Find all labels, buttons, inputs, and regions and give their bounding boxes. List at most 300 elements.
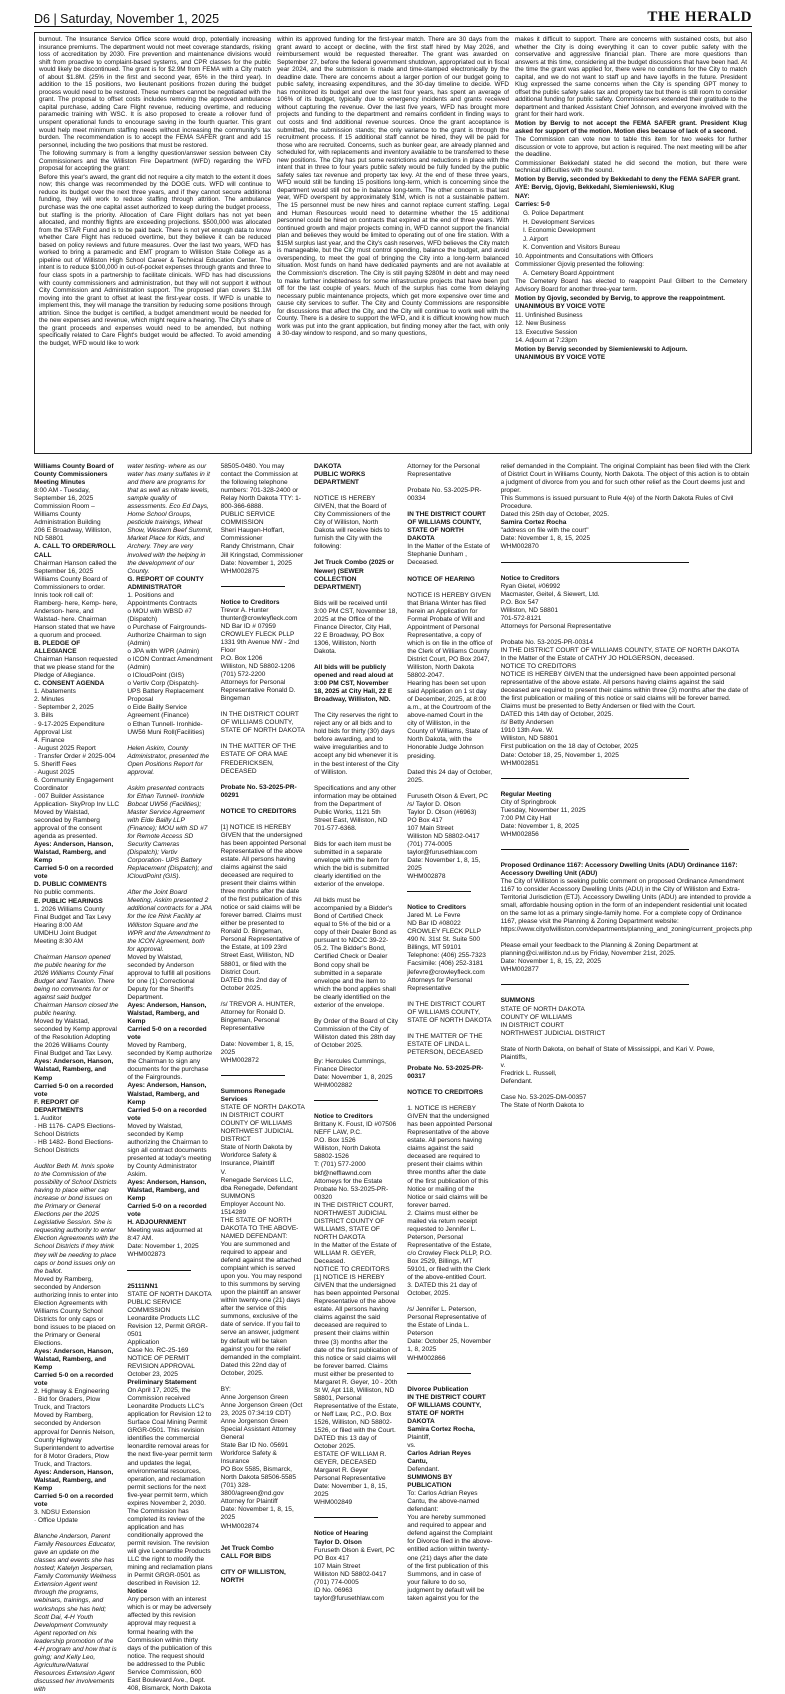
notice-line: T: (701) 577-2000 bbox=[313, 1161, 366, 1169]
notice-line: · HB 1482- Bond Elections- School Districts bbox=[34, 1138, 114, 1154]
spacer bbox=[407, 993, 492, 1001]
notice-line: water testing- where as our water has many sulfates in it and there are programs for that as well as nitrate levels, sample quality of assessments. Eco Ed Days, Home School Groups, pesticide trainings, Wheat Show, Western Beef Summit, Market Place for Kids, and Archery. They are very involved with the helping in the development of our County. bbox=[127, 463, 213, 575]
notice-line: Date: November 1, 8, 15, 2025 bbox=[220, 1506, 294, 1522]
notice-line: 2. Minutes bbox=[34, 696, 65, 704]
notice-line: This Summons is issued pursuant to Rule 4(e) of the North Dakota Rules of Civil Procedure. bbox=[500, 495, 734, 511]
notice-line: Employer Account No. 1514289 bbox=[220, 1200, 286, 1216]
notice-column-3 bbox=[221, 463, 306, 1613]
notice-line: /s/ Jennifer L. Peterson, Personal Representative of the Estate of Linda L. Peterson bbox=[407, 1306, 487, 1338]
notice-line: Defendant. bbox=[407, 1466, 440, 1474]
notice-line: WHM002870 bbox=[500, 543, 539, 551]
notice-line: Bids for each item must be submitted in a separate envelope with the item for which the bid is submitted clearly identified on the exterior of the envelope. bbox=[313, 840, 392, 889]
spacer bbox=[314, 777, 399, 785]
spacer bbox=[407, 1298, 492, 1306]
notice-line: Williston, ND 58801 bbox=[500, 735, 559, 743]
notice-line: makes it difficult to support. There are concerns with sustained costs, but also whether the City is doing everything it can to cover public safety with the conservative and aggressive financial plan. There are more questions than answers at this time, considering all the budget discussions that have been had. At the time the grant was applied for, there were no conditions for the City to match capital, and we do not want to staff up and have layoffs in the future. President Klug expressed the same concerns when the City is spending GPT money to offset the public safety sales tax and property tax but there is still room to consider additional funding for public safety. Commissioners extended their gratitude to the department and thanked Assistant Chief Johnson, and everyone involved with the grant for their hard work. bbox=[515, 36, 747, 119]
notice-line: Chairman Hanson called the September 16, 2025 Williams County Board of Commissioners to order. Innis took roll call of: Ramberg- here, Kemp- here, Anderson- here, and Walstad- here. Chairman Hanson stated that we have a quorum and proceed. bbox=[34, 559, 118, 639]
masthead bbox=[34, 4, 752, 27]
notice-line: Attorney for Plaintiff bbox=[220, 1498, 278, 1506]
spacer bbox=[221, 703, 306, 711]
notice-line: 1. 2026 Williams County Final Budget and Tax Levy Hearing 8:00 AM bbox=[34, 905, 112, 929]
notice-line: WHM002873 bbox=[127, 1251, 166, 1259]
spacer bbox=[407, 761, 492, 769]
notice-line: 8:00 AM - Tuesday, September 16, 2025 bbox=[34, 487, 94, 503]
spacer bbox=[314, 704, 399, 712]
notice-heading: Proposed Ordinance 1167: Accessory Dwelling Units (ADU) Ordinance 1167: Accessory Dwelling Unit (ADU) bbox=[500, 861, 738, 877]
notice-line: IN THE DISTRICT COURT OF WILLIAMS COUNTY, STATE OF NORTH DAKOTA bbox=[500, 646, 740, 654]
notice-line: Date: November 1, 8, 2025 bbox=[313, 1074, 393, 1082]
notice-line: WHM002866 bbox=[407, 1354, 446, 1362]
notice-line: 14. Adjourn at 7:23pm bbox=[515, 337, 578, 345]
spacer bbox=[407, 568, 492, 576]
notice-line: 58505-0480. You may contact the Commission at the following telephone numbers: 701-328-2400 or Relay North Dakota TTY: 1-800-366-6888. bbox=[220, 463, 301, 511]
notice-heading: Carried 5-0 on a recorded vote bbox=[34, 1372, 114, 1388]
notice-heading: IN THE DISTRICT COURT OF WILLIAMS COUNTY, STATE OF NORTH DAKOTA bbox=[407, 511, 486, 543]
topbox-column-1 bbox=[39, 36, 271, 450]
notice-heading: Notice of Hearing bbox=[313, 1530, 369, 1538]
spacer bbox=[127, 737, 212, 745]
notice-line: Date: November 1, 2025 bbox=[220, 559, 292, 567]
notice-line: IN THE DISTRICT COURT OF WILLIAMS COUNTY, STATE OF NORTH DAKOTA bbox=[220, 711, 305, 735]
notice-heading: Carried 5-0 on a recorded vote bbox=[34, 865, 114, 881]
notice-line: taylor@furusethlaw.com bbox=[313, 1594, 384, 1602]
spacer bbox=[221, 1033, 306, 1041]
notice-line: o JPA with WPR (Admin) bbox=[127, 648, 200, 656]
spacer bbox=[501, 631, 752, 639]
notice-line: 3. NDSU Extension bbox=[34, 1509, 91, 1516]
notice-divider bbox=[501, 849, 690, 850]
notice-heading: Notice to Creditors bbox=[407, 904, 467, 912]
notice-heading: A. CALL TO ORDER/ROLL CALL bbox=[34, 543, 116, 559]
notice-line: Moved by Ramberg, seconded by Anderson approval for Dennis Nelson, County Highway Superintendent to advertise for 8 Motor Graders, Plow Truck, and Tractors. bbox=[34, 1412, 115, 1468]
notice-line: Chairman Hanson requested that we please stand for the Pledge of Allegiance. bbox=[34, 656, 118, 680]
notice-line: Commissioner Gjovig presented the following: bbox=[515, 261, 645, 269]
spacer bbox=[127, 881, 212, 889]
notice-line: o ICloudPoint (GIS) bbox=[127, 672, 185, 680]
notice-line: 4. Finance bbox=[34, 736, 65, 744]
notice-heading: Notice bbox=[127, 1588, 148, 1596]
notice-heading: Ayes: Anderson, Hanson, Walstad, Ramberg, and Kemp bbox=[34, 841, 114, 865]
notice-line: Date: October 25, November 1, 8, 2025 bbox=[407, 1338, 491, 1354]
notice-line: October 23, 2025 bbox=[127, 1371, 178, 1379]
notice-line: Dated this 25th day of October, 2025. bbox=[500, 511, 610, 519]
notice-line: Moved by Walstad, seconded by Ramberg approval of the consent agenda as presented. bbox=[34, 809, 103, 841]
notice-line: Attorneys for Personal Representative Ronald D. Bingeman bbox=[220, 679, 296, 703]
notice-divider bbox=[501, 778, 690, 779]
notice-heading: Probate No. 53-2025-PR-00291 bbox=[220, 783, 297, 799]
notice-line: You are hereby summoned and required to appear and defend against the Complaint for Divorce filed in the above-entitled action within twenty-one (21) days after the date of the first publication of this Summons, and in case of your failure to do so, judgment by default will be taken against you for the bbox=[407, 1514, 493, 1602]
notice-line: I. Economic Development bbox=[523, 227, 596, 235]
notice-heading: Taylor D. Olson bbox=[313, 1538, 362, 1546]
notice-line: Meeting was adjourned at 8:47 AM. bbox=[127, 1227, 203, 1243]
notice-line: WHM002874 bbox=[220, 1522, 259, 1530]
paragraph: burnout. The Insurance Service Office score would drop, potentially increasing insurance premiums. The department would not meet coverage standards, risking loss of accreditation by 2030. Fire prevention and maintenance divisions would shift from proactive to complaint-based systems, and CPR classes for the public would likely be discontinued. The grant is for $2.9M from FEMA with a City match of about $1.8M. (25% in the first and second year, 65% in the third year). In addition to the 15 positions, two lieutenant positions frozen during the budget process would need to be restored. These numbers cannot be negotiated with the grant. The proposal to offset costs includes removing the approved ambulance capital purchase, adding Care Flight revenue, reducing overtime, and reducing paramedic training with WSC. It is also proposed to create a rollover fund of unspent operational funds to encourage saving in the fourth quarter. This grant would help meet minimum staffing needs without increasing the community's tax burden. The recommendation is to accept the FEMA SAFER grant and add 15 personnel, including the two positions that must be restored. bbox=[39, 36, 271, 149]
notice-line: Date: October 18, 25, November 1, 2025 bbox=[500, 751, 619, 759]
notice-line: ID No. 06963 bbox=[313, 1586, 353, 1594]
notice-line: 7:00 PM City Hall bbox=[500, 814, 552, 822]
spacer bbox=[407, 1097, 492, 1105]
spacer bbox=[314, 889, 399, 897]
notice-line: NOTICE IS HEREBY GIVEN, that the Board of City Commissioners of the City of Williston, North Dakota will receive bids to furnish the City with the following: bbox=[313, 495, 391, 551]
notice-line: PO Box 417 bbox=[407, 816, 443, 824]
spacer bbox=[314, 1050, 399, 1058]
notice-line: thunter@crowleyfleck.com bbox=[220, 614, 298, 622]
notice-heading: Summons Renegade Services bbox=[220, 1088, 286, 1104]
notice-divider bbox=[221, 1075, 285, 1076]
notice-line: Dated this 22nd day of October, 2025. bbox=[220, 1361, 287, 1377]
notice-line: Anne Jorgenson Green bbox=[220, 1393, 289, 1401]
notice-heading: NOTICE TO CREDITORS bbox=[220, 807, 297, 815]
notice-heading: C. CONSENT AGENDA bbox=[34, 680, 105, 688]
notice-line: PUBLIC SERVICE COMMISSION bbox=[220, 511, 275, 527]
notice-line: (701) 774-0005 bbox=[313, 1578, 359, 1586]
notice-line: Taylor D. Olson (#6963) bbox=[407, 808, 477, 816]
notice-line: 490 N. 31st St. Suite 500 bbox=[407, 936, 481, 944]
notice-line: WHM002851 bbox=[500, 759, 539, 767]
notice-line: Date: November 1, 8, 2025 bbox=[500, 822, 580, 830]
notice-line: The Commission has completed its review of the application and has conditionally approved the permit revision. The revision will give Leonardite Products LLC the right to modify the mining and reclamation plans in Permit GRGR-0501 as described in Revision 12. bbox=[127, 1507, 213, 1588]
notice-line: In the Matter of the Estate of Stephanie Dunham , Deceased. bbox=[407, 543, 490, 567]
spacer bbox=[221, 800, 306, 808]
newspaper-name: THE HERALD bbox=[647, 9, 752, 25]
notice-line: Probate No. 53-2025-PR-00320 bbox=[313, 1185, 389, 1201]
notice-heading: Ayes: Anderson, Hanson, Walstad, Ramberg, and Kemp bbox=[127, 1179, 207, 1203]
notice-line: Telephone: (406) 255-7323 bbox=[407, 952, 486, 960]
notice-line: /s/ Betty Andersen bbox=[500, 719, 554, 727]
notice-heading: Notice to Creditors bbox=[500, 574, 560, 582]
notice-line: IN THE MATTER OF THE ESTATE OF LINDA L. PETERSON, DECEASED bbox=[407, 1032, 483, 1056]
notice-line: To: Carlos Adrian Reyes Cantu, the above-named defendant: bbox=[407, 1490, 480, 1514]
notice-line: o Ethan Tunnell- Ironhide- UW56 Muni Roll(Facilities) bbox=[127, 720, 205, 736]
notice-heading: All bids will be publicly opened and read aloud at 3:00 PM CST, November 18, 2025 at City Hall, 22 E Broadway, Williston, ND. bbox=[313, 663, 394, 704]
notice-line: CROWLEY FLECK PLLP bbox=[407, 928, 481, 936]
notice-line: Ryan Gietel, #06992 bbox=[500, 582, 561, 590]
notice-line: 3. DATED this 21 day of October, 2025. bbox=[407, 1282, 477, 1298]
notice-line: NOTICE IS HEREBY GIVEN that the undersigned have been appointed personal representative of the above estate. All persons having claims against the said deceased are required to present their claims within three (3) months after the date of the first publication or mailing of this notice or said claims will be forever barred. Claims must be presented to Betty Andersen or filed with the Court. bbox=[500, 671, 749, 711]
notice-line: Commissioner Bekkedahl stated he did second the motion, but there were technical difficulties with the sound. bbox=[515, 159, 747, 175]
notice-heading: Ayes: Anderson, Hanson, Walstad, Ramberg, and Kemp bbox=[34, 1468, 114, 1492]
legal-notices bbox=[34, 463, 753, 1693]
notice-line: P.O. Box 1206 bbox=[220, 654, 263, 662]
notice-line: Attorney for the Personal Representative bbox=[407, 463, 480, 479]
notice-line: Moved by Walstad, seconded by Anderson approval to fulfill all positions for one (1) Correctional Deputy for the Sheriff's Department. bbox=[127, 953, 211, 1001]
notice-line: NOTICE OF PERMIT REVISION APPROVAL bbox=[127, 1354, 195, 1370]
paragraph: Before this year's award, the grant did not require a city match to the extent it does now; this change was recommended by the DOGE cuts. WFD will continue to reduce its budget over the next three years, and if they cannot secure additional funding, they will work to reduce staffing through attrition. The ambulance purchase was the one capital asset authorized to keep during the budget process, but staffing is the priority. Allocation of Care Flight dollars has not yet been allocated, and monthly flights are exceeding projections. $500,000 was allocated from the STAR Fund and is to be paid back. There is not yet enough data to know whether Care Flight has reduced overtime, but they believe it can be reduced based on policy reviews and future measures. Over the last two years, WFD has worked to bring a paramedic and EMT program to Williston State College as a pipeline out of Williston High School Career & Technical Education Center. The intent is to reduce $100,000 in out-of-pocket expenses through grants and three to four class spots in a partnership to facilitate clinicals. WFD has had discussions with county commissioners and administration, but they will not support it without City Commission and Administration support. The proposed plan covers $1.1M moving into the grant to offset at least the first-year costs. If WFD is unable to implement this, they will manage the transition by reducing some positions through attrition. Since the budget is certified, a budget amendment would be needed for the new expenses and revenue, which might require a hearing. The City's share of the grant proceeds and expenses would need to be amended, but nothing specifically related to Care Flight's budget would be affected. To avoid amending the budget, WFD would like to work bbox=[39, 173, 271, 347]
notice-heading: F. REPORT OF DEPARTMENTS bbox=[34, 1098, 84, 1114]
notice-line: COUNTY OF WILLIAMS NORTHWEST JUDICIAL DISTRICT bbox=[220, 1120, 294, 1144]
notice-line: V. bbox=[220, 1168, 227, 1176]
notice-line: Williston ND 58802-0417 bbox=[313, 1570, 387, 1578]
notice-line: STATE OF NORTH DAKOTA bbox=[127, 1290, 212, 1298]
notice-line: The City reserves the right to reject any or all bids and to hold bids for thirty (30) days before awarding, and to waive irregularities and to accept any bid whenever it is in the best interest of the City of Williston. bbox=[313, 712, 399, 776]
notice-line: Attorneys for Personal Representative bbox=[500, 622, 612, 630]
notice-line: PUBLIC SERVICE COMMISSION bbox=[127, 1298, 182, 1314]
notice-line: Moved by Ramberg, seconded by Kemp authorize the Chairman to sign any documents for the purchase of the Fairgrounds. bbox=[127, 1042, 213, 1082]
notice-line: · 9-17-2025 Expenditure Approval List bbox=[34, 720, 105, 736]
bottom-notice-subtitle: CALL FOR BIDS bbox=[220, 1552, 272, 1560]
notice-line: SUMMONS bbox=[220, 1192, 255, 1200]
notice-line: Anne Jorgenson Green (Oct 23, 2025 07:34:19 CDT) Anne Jorgenson Green bbox=[220, 1401, 303, 1425]
notice-line: IN THE MATTER OF THE ESTATE OF ORA MAE FREDERICKSEN, DECEASED bbox=[220, 743, 296, 775]
notice-line: Personal Representative bbox=[313, 1475, 386, 1483]
notice-divider bbox=[501, 984, 690, 985]
notice-line: Bids will be received until 3:00 PM CST, November 18, 2025 at the Office of the Finance Director, City Hall, 22 E Broadway, PO Box 1306, Williston, North Dakota. bbox=[313, 599, 398, 655]
notice-line: Probate No. 53-2025-PR-00334 bbox=[407, 487, 482, 503]
notice-heading: NOTICE TO CREDITORS bbox=[407, 1089, 484, 1097]
notice-line: 206 E Broadway, Williston, ND 58801 bbox=[34, 527, 112, 543]
notice-line: o ICON Contract Amendment (Admin) bbox=[127, 656, 213, 672]
notice-line: PO Box 5585, Bismarck, North Dakota 58506-5585 bbox=[220, 1466, 296, 1482]
notice-line: [1] NOTICE IS HEREBY GIVEN that the undersigned has been appointed Personal Representative of the above estate. All persons having claims against the said deceased are required to present their claims within three (3) months after the date of the first publication of this notice or said claims will be forever barred. Claims must either be presented to Margaret R. Geyer, 10 - 20th St W, Apt 118, Williston, ND 58801, Personal Representative of the Estate, or Neff Law, P.C., P.O. Box 1526, Williston, ND 58802-1526, or filed with the Court. bbox=[313, 1274, 400, 1435]
notice-line: v. bbox=[500, 1061, 506, 1069]
notice-line: Plaintiff, bbox=[407, 1433, 431, 1441]
spacer bbox=[314, 487, 399, 495]
notice-line: Williston, North Dakota 58802-1526 bbox=[313, 1145, 381, 1161]
notice-line: Blanche Anderson, Parent Family Resources Educator, gave an update on the classes and events she has hosted; Katelyn Jespersen, Family Community Wellness Extension Agent went through the programs, webinars, trainings, and workshops she has held; Scott Dai, 4-H Youth Development Community Agent reported on his leadership promotion of the 4-H program and how that is going; and Kelly Leo, Agriculture/Natural Resources Extension Agent discussed her involvements with bbox=[34, 1533, 117, 1693]
bottom-notice-title: Jet Truck Combo bbox=[220, 1544, 274, 1552]
notice-line: By Order of the Board of City Commission of the City of Williston dated this 28th day of October 2025. bbox=[313, 1017, 398, 1049]
notice-line: City of Springbrook bbox=[500, 798, 557, 806]
notice-line: 10. Appointments and Consultations with Officers bbox=[515, 252, 654, 260]
notice-line: o Eide Bailly Service Agreement (Finance) bbox=[127, 704, 189, 720]
notice-heading: Carried 5-0 on a recorded vote bbox=[127, 1026, 207, 1042]
notice-line: "address on file with the court" bbox=[500, 527, 589, 535]
notice-line: IN THE DISTRICT COURT OF WILLIAMS COUNTY, STATE OF NORTH DAKOTA bbox=[407, 1000, 492, 1024]
notice-line: STATE OF NORTH DAKOTA bbox=[500, 1005, 585, 1013]
notice-line: First publication on the 18 day of October, 2025 bbox=[500, 743, 639, 751]
notice-column-4 bbox=[314, 463, 399, 1613]
notice-line: WHM002872 bbox=[220, 1057, 259, 1064]
notice-heading: 25111NN1 bbox=[127, 1282, 158, 1290]
spacer bbox=[221, 735, 306, 743]
notice-line: J. Airport bbox=[523, 235, 549, 243]
notice-line: Attorneys for Personal Representative bbox=[407, 976, 473, 992]
notice-divider bbox=[314, 1100, 378, 1101]
notice-heading: Samira Cortez Rocha bbox=[500, 519, 567, 527]
notice-line: · 007 Builder Assistance Application- SkyProp Inv LLC bbox=[34, 792, 120, 808]
notice-line: Defendant. bbox=[500, 1077, 533, 1085]
notice-heading: Divorce Publication bbox=[407, 1385, 469, 1393]
notice-line: Williston, ND 58802-1206 bbox=[220, 663, 295, 671]
notice-line: 12. New Business bbox=[515, 320, 566, 328]
notice-heading: Probate No. 53-2025-PR-00317 bbox=[407, 1064, 484, 1080]
notice-line: Case No. 53-2025-DM-00357 bbox=[500, 1093, 587, 1101]
notice-line: Brittany K. Foust, ID #07506 bbox=[313, 1121, 397, 1129]
notice-line: State Bar ID No. 05691 bbox=[220, 1442, 289, 1450]
notice-line: o MOU with WBSD #7 (Dispatch) bbox=[127, 607, 193, 623]
notice-line: By: Hercules Cummings, Finance Director bbox=[313, 1058, 386, 1074]
notice-line: WHM002875 bbox=[220, 567, 259, 575]
spacer bbox=[314, 551, 399, 559]
spacer bbox=[34, 1525, 119, 1533]
spacer bbox=[407, 1057, 492, 1065]
notice-line: NOTICE TO CREDITORS bbox=[313, 1266, 390, 1274]
notice-heading: Motion by Gjovig, seconded by Bervig, to approve the reappointment. bbox=[515, 294, 726, 302]
notice-line: WHM002877 bbox=[500, 966, 539, 974]
notice-line: In the Matter of the Estate of CATHY JO HOLGERSON, deceased. bbox=[500, 654, 695, 662]
notice-line: Date: November 1, 8, 15, 2025 bbox=[313, 1483, 388, 1499]
notice-heading: NAY: bbox=[515, 192, 530, 200]
notice-heading: Preliminary Statement bbox=[127, 1379, 197, 1387]
notice-line: Hearing has been set upon said Application on 1 st day of December, 2025, at 8:00 a.m., at the Courtroom of the above-named Court in the city of Williston, in the County of Williams, State of North Dakota, with the Honorable Judge Johnson presiding. bbox=[407, 680, 491, 760]
notice-column-2 bbox=[127, 463, 213, 1692]
notice-line: NEFF LAW, P.C. bbox=[313, 1129, 362, 1137]
notice-line: A. Cemetery Board Appointment bbox=[523, 269, 614, 277]
notice-line: Helen Askim, County Administrator, presented the Open Positions Report for approval. bbox=[127, 744, 210, 776]
notice-line: COUNTY OF WILLIAMS bbox=[500, 1013, 573, 1021]
notice-line: jlefevre@crowleyfleck.com bbox=[407, 968, 485, 976]
notice-line: Plaintiffs, bbox=[500, 1053, 528, 1061]
notice-line: Probate No. 53-2025-PR-00314 bbox=[500, 638, 594, 646]
notice-line: NOTICE TO CREDITORS bbox=[500, 662, 577, 670]
notice-line: THE STATE OF NORTH DAKOTA TO THE ABOVE-NAMED DEFENDANT: bbox=[220, 1216, 299, 1240]
notice-heading: Samira Cortez Rocha, bbox=[407, 1425, 475, 1433]
notice-line: Trevor A. Hunter bbox=[220, 606, 269, 614]
notice-heading: B. PLEDGE OF ALLEGIANCE bbox=[34, 640, 81, 656]
notice-line: Date: November 1, 2025 bbox=[127, 1243, 199, 1251]
notice-line: P.O. Box 1526 bbox=[313, 1137, 356, 1145]
notice-line: 11. Unfinished Business bbox=[515, 311, 583, 319]
notice-line: NORTHWEST JUDICIAL DISTRICT bbox=[500, 1029, 606, 1037]
topbox-column-3 bbox=[515, 36, 747, 450]
notice-line: relief demanded in the Complaint. The original Complaint has been filed with the Clerk of District Court in Williams County, North Dakota. The object of this action is to obtain a judgment of divorce from you and for such other relief as the Court deems just and proper. bbox=[500, 463, 750, 495]
spacer bbox=[407, 1081, 492, 1089]
notice-line: Furuseth Olson & Evert, PC bbox=[313, 1546, 395, 1554]
notice-heading: Carried 5-0 on a recorded vote bbox=[127, 1203, 207, 1219]
spacer bbox=[314, 833, 399, 841]
notice-line: CROWLEY FLECK PLLP bbox=[220, 630, 295, 638]
page-date-line: D6 | Saturday, November 1, 2025 bbox=[34, 12, 220, 26]
notice-line: 701-572-8121 bbox=[500, 614, 542, 622]
notice-line: No public comments. bbox=[34, 889, 96, 897]
notice-line: [1] NOTICE IS HEREBY GIVEN that the undersigned has been appointed Personal Representative of the above estate. All persons having claims against the said deceased are required to present their claims within three months after the date of the first publication of this notice or said claims will be forever barred. Claims must either be presented to Ronald D. Bingeman, Personal Representative of the Estate, at 109 23rd Street East, Williston, ND 58801, or filed with the District Court. bbox=[220, 823, 306, 976]
notice-line: 107 Main Street bbox=[407, 824, 454, 832]
notice-line: · September 2, 2025 bbox=[34, 704, 94, 712]
notice-line: Workforce Safety & Insurance bbox=[220, 1450, 277, 1466]
notice-heading: Ayes: Anderson, Hanson, Walstad, Ramberg, and Kemp bbox=[34, 1348, 114, 1372]
notice-line: Leonardite Products LLC bbox=[127, 1314, 200, 1322]
bottom-notice-city: CITY OF WILLISTON, NORTH bbox=[220, 1568, 286, 1584]
notice-heading: IN THE DISTRICT COURT OF WILLIAMS COUNTY, STATE OF NORTH DAKOTA bbox=[407, 1393, 486, 1425]
notice-heading: Carries: 5-0 bbox=[515, 201, 550, 209]
notice-column-5 bbox=[407, 463, 492, 1613]
notice-line: STATE OF NORTH DAKOTA IN DISTRICT COURT bbox=[220, 1104, 305, 1120]
notice-line: 107 Main Street bbox=[313, 1562, 361, 1570]
paragraph: The following summary is from a lengthy question/answer session between City Commissioners and the Williston Fire Department (WFD) regarding the WFD proposal for accepting the grant: bbox=[39, 150, 271, 173]
notice-line: Date: November 1, 8, 15, 2025 bbox=[407, 857, 481, 873]
notice-line: Attorneys for the Estate bbox=[313, 1177, 383, 1185]
notice-line: Specifications and any other information may be obtained from the Department of Public Works, 1121 5th Street East, Williston, ND 701-577-6368. bbox=[313, 784, 397, 832]
notice-heading: SUMMONS bbox=[500, 997, 535, 1005]
notice-line: IN THE DISTRICT COURT, NORTHWEST JUDICIAL DISTRICT COUNTY OF WILLIAMS, STATE OF NORTH DAKOTA bbox=[313, 1201, 394, 1241]
notice-line: Chairman Hanson opened the public hearing for the 2026 Williams County Final Budget and Taxation. There being no comments for or against said budget Chairman Hanson closed the public hearing. bbox=[34, 953, 119, 1018]
spacer bbox=[407, 785, 492, 793]
notice-line: ESTATE OF WILLIAM R. GEYER, DECEASED bbox=[313, 1451, 387, 1467]
notice-line: Date: November 1, 8, 15, 2025 bbox=[500, 535, 591, 543]
notice-line: 1910 13th Ave. W. bbox=[500, 727, 554, 735]
spacer bbox=[314, 1010, 399, 1018]
spacer bbox=[501, 1086, 752, 1094]
notice-heading: Motion by Bervig to not accept the FEMA SAFER grant. President Klug asked for support of the motion. Motion dies because of lack of a second. bbox=[515, 120, 747, 135]
spacer bbox=[34, 946, 119, 954]
notice-heading: Carlos Adrian Reyes Cantu, bbox=[407, 1449, 472, 1465]
notice-line: 5. Sheriff Fees bbox=[34, 760, 77, 768]
notice-line: /s/ Taylor D. Olson bbox=[407, 800, 461, 808]
notice-heading: SUMMONS BY PUBLICATION bbox=[407, 1474, 453, 1490]
notice-line: UMDHU Joint Budget Meeting 8:30 AM bbox=[34, 929, 97, 945]
notice-line: · Transfer Order # 2025-004 bbox=[34, 752, 116, 760]
notice-line: o Vertiv Corp (Dispatch)- UPS Battery Replacement Proposal bbox=[127, 680, 204, 704]
notice-line: o Purchase of Fairgrounds- Authorize Chairman to sign (Admin) bbox=[127, 623, 207, 648]
notice-line: Randy Christmann, Chair bbox=[220, 543, 295, 551]
spacer bbox=[221, 1561, 306, 1569]
notice-heading: PUBLIC WORKS DEPARTMENT bbox=[313, 471, 366, 487]
spacer bbox=[501, 934, 752, 942]
notice-heading: Ayes: Anderson, Hanson, Walstad, Ramberg, and Kemp bbox=[34, 1058, 114, 1082]
notice-line: 2. Claims must either be mailed via return receipt requested to Jennifer L. Peterson, Personal Representative of the Estate, c/o Crowley Fleck PLLP, P.O. Box 2529, Billings, MT 59101, or filed with the Clerk of the above-entitled Court. bbox=[407, 1209, 492, 1282]
notice-line: Moved by Ramberg, seconded by Anderson authorizing Innis to enter into Election Agreements with Williams County School Districts for only caps or bond issues to be placed on the Primary or General Elections. bbox=[34, 1275, 119, 1348]
notice-heading: H. ADJOURNMENT bbox=[127, 1219, 187, 1227]
notice-column-6 bbox=[501, 463, 752, 1613]
spacer bbox=[34, 1155, 119, 1163]
notice-line: 1. Auditor bbox=[34, 1114, 62, 1122]
notice-line: taylor@furusethlaw.com bbox=[407, 848, 478, 856]
notice-line: Billings, MT 59101 bbox=[407, 944, 461, 952]
notice-line: The City of Williston is seeking public comment on proposed Ordinance Amendment 1167 to consider Accessory Dwelling Units (ADU) in the City of Williston and Extra-Territorial Jurisdiction (ETJ). Accessory Dwelling Units (ADU) are intended to provide a small, affordable housing option in the form of an independent residential unit located on the same lot as a primary single-family home. For a complete copy of Ordinance 1167, please visit the Planning & Zoning Department website: https://www.cityofwilliston.com/departments/planning_and_zoning/current_projects.php bbox=[500, 877, 753, 934]
notice-line: WHM002856 bbox=[500, 830, 539, 838]
notice-line: 2. Highway & Engineering bbox=[34, 1388, 110, 1396]
paragraph: within its approved funding for the first-year match. There are 30 days from the grant award to accept or decline, with the first staff hired by May 2026, and reimbursement would be requested thereafter. The grant was awarded on September 27, before the federal government shutdown, appropriated out in fiscal year 2024, and the submission is made and time-stamped electronically by the deadline date. There are concerns about a larger portion of our budget going to public safety, increasing expenditures, and the 30-day timeline to decide. WFD has monitored its budget and over the last four years, has spent an average of 106% of its budget, typically due to emergency incidents and grants received without capturing the revenue. Over the last five years, WFD has brought more projects and funding to the department and remains confident in finding ways to cut costs and find additional revenue sources. Once the grant acceptance is submitted, the submission stands; the only variance to the grant is through the recruitment process. If 15 additional staff cannot be hired, they will be paid for those who are recruited. Concerns, such as bunker gear, are already planned and scheduled for, with replacements and inventory available to be transferred to these new positions. The City has put some restrictions and reductions in place with the intent that in three to four years public safety would be fully funded by the public safety sales tax revenue and property tax levy. At the end of these three years, WFD would still be funding 15 positions long-term, which is concerning since the department would still not be in balance long-term. The other concern is that last year, WFD overspent by approximately $1M, which is not a sustainable pattern. The 15 personnel must be new hires and cannot replace current staffing. Legal and Human Resources would need to determine whether the 15 additional personnel could be hired on contracts that expired at the end of three years. With continued growth and major projects coming in, WFD cannot support the financial plan and believes they would be limited to operating out of one fire station. With a $15M surplus last year, and the City's cash reserves, WFD believes the City match is manageable, but the City must control spending, balance the budget, and avoid overspending, to meet the goal of bringing the City into a long-term balanced situation. Most funds on hand have dedicated payments and are not available at the Commission's discretion. The City is still paying $280M in debt and may need to make further indebtedness for some infrastructure projects that have been put off for the last couple of years. Much of the surplus has come from delaying necessary public maintenance projects, which get more expensive over time and cause city services to suffer. The City and County Commissions are responsible for discussions that affect the City, and the City will continue to work well with the County. There is a desire to support the WFD, and it is difficult knowing how much work was put into the grant application, but finding money after the fact, with only a 30-day window to respond, and so many questions, bbox=[277, 36, 509, 338]
notice-line: Commission Room – Williams County Administration Building bbox=[34, 503, 101, 527]
city-commission-minutes-box bbox=[34, 32, 752, 454]
notice-heading: AYE: Bervig, Gjovig, Bekkedahl, Siemieniewski, Klug bbox=[515, 184, 675, 192]
notice-line: Dated this 24 day of October, 2025. bbox=[407, 768, 493, 784]
notice-line: After the Joint Board Meeting, Askim presented 2 additional contracts for a JPA for the Ice Rink Facility at Williston Square and the WPR and the Amendment to the ICON Agreement, both for approval. bbox=[127, 889, 212, 953]
notice-line: Williston ND 58802-0417 bbox=[407, 832, 480, 840]
spacer bbox=[221, 993, 306, 1001]
notice-line: H. Development Services bbox=[523, 218, 595, 226]
notice-heading: Ayes: Anderson, Hanson, Walstad, Ramberg, and Kemp bbox=[127, 1082, 207, 1106]
notice-line: 13. Executive Session bbox=[515, 328, 578, 336]
notice-line: · Office Update bbox=[34, 1517, 78, 1525]
notice-heading: Williams County Board of County Commissioners Meeting Minutes bbox=[34, 463, 114, 487]
notice-line: NOTICE IS HEREBY GIVEN that Briana Winter has filed herein an Application for Formal Probate of Will and Appointment of Personal Representative, a copy of which is on file in the office of the Clerk of Williams County District Court, PO Box 2047, Williston, North Dakota 58802-2047. bbox=[407, 591, 493, 680]
notice-heading: UNANIMOUS BY VOICE VOTE bbox=[515, 303, 606, 311]
notice-line: Tuesday, November 11, 2025 bbox=[500, 806, 586, 814]
notice-line: Case No. RC-25-169 bbox=[127, 1346, 189, 1354]
notice-line: Date: November 1, 8, 15, 2025 bbox=[220, 1040, 294, 1056]
notice-line: Moved by Walstad, seconded by Kemp authorizing the Chairman to sign all contract documents presented at today's meeting by County Administrator Askim. bbox=[127, 1122, 212, 1178]
notice-heading: Motion by Bervig, seconded by Bekkedahl to deny the FEMA SAFER grant. bbox=[515, 175, 740, 183]
notice-line: Williston, ND 58801 bbox=[500, 606, 559, 614]
notice-line: In the Matter of the Estate of WILLIAM R. GEYER, Deceased. bbox=[313, 1241, 397, 1266]
notice-line: Moved by Walstad, seconded by Kemp approval of the Resolution Adopting the 2026 Williams County Final Budget and Tax Levy. bbox=[34, 1018, 117, 1058]
notice-heading: Carried 5-0 on a recorded vote bbox=[34, 1082, 114, 1098]
notice-line: State of North Dakota, on behalf of State of Mississippi, and Kari V. Powe, bbox=[500, 1045, 715, 1053]
notice-line: State of North Dakota by Workforce Safety & Insurance, Plaintiff bbox=[220, 1144, 293, 1168]
notice-heading: D. PUBLIC COMMENTS bbox=[34, 881, 107, 889]
notice-line: P.O. Box 547 bbox=[500, 598, 539, 606]
notice-divider bbox=[127, 1270, 191, 1271]
notice-line: Renegade Services LLC, dba Renegade, Defendant bbox=[220, 1176, 298, 1192]
notice-line: ND Bar ID #08022 bbox=[407, 920, 461, 928]
notice-line: Jared M. Le Fevre bbox=[407, 912, 461, 920]
notice-heading: Notice to Creditors bbox=[220, 598, 280, 606]
notice-line: Application bbox=[127, 1338, 160, 1346]
notice-heading: DAKOTA bbox=[313, 463, 342, 470]
notice-line: The Cemetery Board has elected to reappoint Paul Gilbert to the Cemetery Advisory Board for another three-year term. bbox=[515, 278, 747, 293]
notice-divider bbox=[501, 562, 690, 563]
